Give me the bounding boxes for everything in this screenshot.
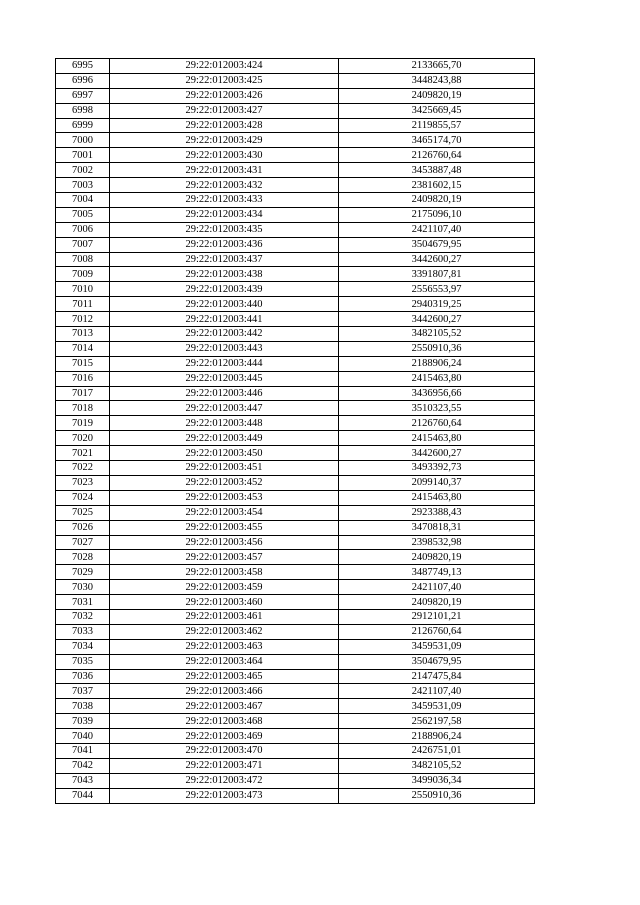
table-row [56, 356, 535, 371]
value-cell: 3448243,88 [339, 73, 535, 88]
value-cell: 3504679,95 [339, 654, 535, 669]
cadastral-number-cell: 29:22:012003:455 [110, 520, 339, 535]
cadastral-number-cell: 29:22:012003:468 [110, 714, 339, 729]
cadastral-number-cell: 29:22:012003:460 [110, 595, 339, 610]
table-row [56, 163, 535, 178]
table-row [56, 118, 535, 133]
row-number-cell: 7015 [56, 356, 110, 371]
table-row [56, 401, 535, 416]
cadastral-number-cell: 29:22:012003:447 [110, 401, 339, 416]
value-cell: 2409820,19 [339, 550, 535, 565]
table-row [56, 729, 535, 744]
cadastral-number-cell: 29:22:012003:472 [110, 773, 339, 788]
row-number-cell: 7013 [56, 327, 110, 342]
cadastral-number-cell: 29:22:012003:466 [110, 684, 339, 699]
row-number-cell: 7036 [56, 669, 110, 684]
row-number-cell: 7011 [56, 297, 110, 312]
table-row [56, 461, 535, 476]
value-cell: 3391807,81 [339, 267, 535, 282]
cadastral-number-cell: 29:22:012003:444 [110, 356, 339, 371]
row-number-cell: 7043 [56, 773, 110, 788]
row-number-cell: 7030 [56, 580, 110, 595]
row-number-cell: 7016 [56, 371, 110, 386]
cadastral-number-cell: 29:22:012003:451 [110, 461, 339, 476]
row-number-cell: 7040 [56, 729, 110, 744]
table-row [56, 684, 535, 699]
table-row [56, 267, 535, 282]
table-row [56, 580, 535, 595]
cadastral-number-cell: 29:22:012003:470 [110, 743, 339, 758]
table-row [56, 609, 535, 624]
row-number-cell: 7018 [56, 401, 110, 416]
row-number-cell: 6998 [56, 103, 110, 118]
value-cell: 2912101,21 [339, 609, 535, 624]
cadastral-number-cell: 29:22:012003:429 [110, 133, 339, 148]
table-row [56, 178, 535, 193]
value-cell: 3442600,27 [339, 252, 535, 267]
cadastral-number-cell: 29:22:012003:463 [110, 639, 339, 654]
row-number-cell: 7029 [56, 565, 110, 580]
cadastral-number-cell: 29:22:012003:440 [110, 297, 339, 312]
row-number-cell: 7009 [56, 267, 110, 282]
row-number-cell: 6997 [56, 88, 110, 103]
row-number-cell: 7007 [56, 237, 110, 252]
cadastral-number-cell: 29:22:012003:448 [110, 416, 339, 431]
cadastral-number-cell: 29:22:012003:432 [110, 178, 339, 193]
row-number-cell: 7041 [56, 743, 110, 758]
table-row [56, 446, 535, 461]
value-cell: 2415463,80 [339, 490, 535, 505]
cadastral-number-cell: 29:22:012003:446 [110, 386, 339, 401]
value-cell: 2556553,97 [339, 282, 535, 297]
value-cell: 2415463,80 [339, 371, 535, 386]
cadastral-number-cell: 29:22:012003:445 [110, 371, 339, 386]
table-row [56, 669, 535, 684]
cadastral-number-cell: 29:22:012003:433 [110, 193, 339, 208]
cadastral-number-cell: 29:22:012003:443 [110, 341, 339, 356]
row-number-cell: 7037 [56, 684, 110, 699]
row-number-cell: 7044 [56, 788, 110, 803]
value-cell: 3436956,66 [339, 386, 535, 401]
row-number-cell: 7020 [56, 431, 110, 446]
cadastral-number-cell: 29:22:012003:454 [110, 505, 339, 520]
table-row [56, 341, 535, 356]
row-number-cell: 7014 [56, 341, 110, 356]
cadastral-number-cell: 29:22:012003:461 [110, 609, 339, 624]
value-cell: 3425669,45 [339, 103, 535, 118]
value-cell: 2126760,64 [339, 624, 535, 639]
table-row [56, 595, 535, 610]
row-number-cell: 7031 [56, 595, 110, 610]
row-number-cell: 7017 [56, 386, 110, 401]
value-cell: 3453887,48 [339, 163, 535, 178]
cadastral-number-cell: 29:22:012003:465 [110, 669, 339, 684]
value-cell: 2188906,24 [339, 356, 535, 371]
row-number-cell: 7019 [56, 416, 110, 431]
table-row [56, 758, 535, 773]
cadastral-number-cell: 29:22:012003:456 [110, 535, 339, 550]
value-cell: 2175096,10 [339, 207, 535, 222]
value-cell: 2099140,37 [339, 475, 535, 490]
table-row [56, 386, 535, 401]
cadastral-number-cell: 29:22:012003:431 [110, 163, 339, 178]
cadastral-number-cell: 29:22:012003:471 [110, 758, 339, 773]
row-number-cell: 7008 [56, 252, 110, 267]
table-row [56, 699, 535, 714]
table-row [56, 73, 535, 88]
row-number-cell: 7012 [56, 312, 110, 327]
table-row [56, 505, 535, 520]
value-cell: 3470818,31 [339, 520, 535, 535]
value-cell: 2550910,36 [339, 788, 535, 803]
value-cell: 2421107,40 [339, 684, 535, 699]
value-cell: 3482105,52 [339, 327, 535, 342]
table-row [56, 252, 535, 267]
row-number-cell: 7004 [56, 193, 110, 208]
table-row [56, 207, 535, 222]
cadastral-number-cell: 29:22:012003:457 [110, 550, 339, 565]
row-number-cell: 7006 [56, 222, 110, 237]
row-number-cell: 7033 [56, 624, 110, 639]
value-cell: 2126760,64 [339, 416, 535, 431]
value-cell: 2147475,84 [339, 669, 535, 684]
row-number-cell: 7032 [56, 609, 110, 624]
row-number-cell: 7021 [56, 446, 110, 461]
cadastral-number-cell: 29:22:012003:435 [110, 222, 339, 237]
table-row [56, 788, 535, 803]
cadastral-number-cell: 29:22:012003:458 [110, 565, 339, 580]
value-cell: 2409820,19 [339, 193, 535, 208]
value-cell: 3459531,09 [339, 699, 535, 714]
row-number-cell: 7034 [56, 639, 110, 654]
row-number-cell: 7003 [56, 178, 110, 193]
value-cell: 3442600,27 [339, 312, 535, 327]
table-row [56, 743, 535, 758]
value-cell: 3487749,13 [339, 565, 535, 580]
row-number-cell: 7001 [56, 148, 110, 163]
table-row [56, 639, 535, 654]
row-number-cell: 7000 [56, 133, 110, 148]
value-cell: 2940319,25 [339, 297, 535, 312]
value-cell: 3459531,09 [339, 639, 535, 654]
table-row [56, 282, 535, 297]
cadastral-number-cell: 29:22:012003:442 [110, 327, 339, 342]
table-row [56, 654, 535, 669]
cadastral-number-cell: 29:22:012003:441 [110, 312, 339, 327]
row-number-cell: 7027 [56, 535, 110, 550]
row-number-cell: 7038 [56, 699, 110, 714]
value-cell: 2421107,40 [339, 580, 535, 595]
value-cell: 2398532,98 [339, 535, 535, 550]
table-row [56, 371, 535, 386]
row-number-cell: 7025 [56, 505, 110, 520]
table-row [56, 297, 535, 312]
table-row [56, 550, 535, 565]
cadastral-number-cell: 29:22:012003:469 [110, 729, 339, 744]
cadastral-number-cell: 29:22:012003:436 [110, 237, 339, 252]
cadastral-number-cell: 29:22:012003:427 [110, 103, 339, 118]
table-row [56, 133, 535, 148]
value-cell: 3499036,34 [339, 773, 535, 788]
value-cell: 2923388,43 [339, 505, 535, 520]
table-row [56, 148, 535, 163]
table-row [56, 103, 535, 118]
cadastral-number-cell: 29:22:012003:452 [110, 475, 339, 490]
value-cell: 2550910,36 [339, 341, 535, 356]
cadastral-number-cell: 29:22:012003:426 [110, 88, 339, 103]
row-number-cell: 7005 [56, 207, 110, 222]
value-cell: 2409820,19 [339, 88, 535, 103]
table-row [56, 416, 535, 431]
row-number-cell: 7024 [56, 490, 110, 505]
value-cell: 3442600,27 [339, 446, 535, 461]
table-row [56, 624, 535, 639]
cadastral-number-cell: 29:22:012003:459 [110, 580, 339, 595]
cadastral-number-cell: 29:22:012003:453 [110, 490, 339, 505]
cadastral-number-cell: 29:22:012003:438 [110, 267, 339, 282]
value-cell: 2409820,19 [339, 595, 535, 610]
cadastral-number-cell: 29:22:012003:464 [110, 654, 339, 669]
row-number-cell: 7035 [56, 654, 110, 669]
row-number-cell: 7023 [56, 475, 110, 490]
table-row [56, 59, 535, 74]
cadastral-number-cell: 29:22:012003:425 [110, 73, 339, 88]
value-cell: 3510323,55 [339, 401, 535, 416]
cadastral-number-cell: 29:22:012003:430 [110, 148, 339, 163]
value-cell: 2562197,58 [339, 714, 535, 729]
table-body [56, 59, 535, 804]
value-cell: 2415463,80 [339, 431, 535, 446]
cadastral-number-cell: 29:22:012003:434 [110, 207, 339, 222]
cadastral-number-cell: 29:22:012003:450 [110, 446, 339, 461]
row-number-cell: 6995 [56, 59, 110, 74]
table-row [56, 535, 535, 550]
table-row [56, 222, 535, 237]
value-cell: 2381602,15 [339, 178, 535, 193]
table-row [56, 237, 535, 252]
row-number-cell: 6999 [56, 118, 110, 133]
table-row [56, 475, 535, 490]
cadastral-number-cell: 29:22:012003:467 [110, 699, 339, 714]
cadastral-number-cell: 29:22:012003:473 [110, 788, 339, 803]
cadastral-number-cell: 29:22:012003:437 [110, 252, 339, 267]
value-cell: 2426751,01 [339, 743, 535, 758]
table-row [56, 773, 535, 788]
table-row [56, 88, 535, 103]
value-cell: 2119855,57 [339, 118, 535, 133]
table-row [56, 431, 535, 446]
table-row [56, 327, 535, 342]
value-cell: 3493392,73 [339, 461, 535, 476]
row-number-cell: 7010 [56, 282, 110, 297]
table-row [56, 193, 535, 208]
table-row [56, 490, 535, 505]
cadastral-number-cell: 29:22:012003:462 [110, 624, 339, 639]
cadastral-number-cell: 29:22:012003:449 [110, 431, 339, 446]
row-number-cell: 7022 [56, 461, 110, 476]
table-row [56, 520, 535, 535]
value-cell: 2421107,40 [339, 222, 535, 237]
value-cell: 3504679,95 [339, 237, 535, 252]
cadastral-number-cell: 29:22:012003:424 [110, 59, 339, 74]
value-cell: 2188906,24 [339, 729, 535, 744]
row-number-cell: 7028 [56, 550, 110, 565]
table-row [56, 565, 535, 580]
value-cell: 2133665,70 [339, 59, 535, 74]
value-cell: 2126760,64 [339, 148, 535, 163]
table-row [56, 714, 535, 729]
value-cell: 3482105,52 [339, 758, 535, 773]
value-cell: 3465174,70 [339, 133, 535, 148]
row-number-cell: 7039 [56, 714, 110, 729]
row-number-cell: 7026 [56, 520, 110, 535]
row-number-cell: 7042 [56, 758, 110, 773]
cadastral-number-cell: 29:22:012003:439 [110, 282, 339, 297]
row-number-cell: 7002 [56, 163, 110, 178]
cadastral-value-table [55, 58, 535, 804]
table-row [56, 312, 535, 327]
row-number-cell: 6996 [56, 73, 110, 88]
cadastral-number-cell: 29:22:012003:428 [110, 118, 339, 133]
